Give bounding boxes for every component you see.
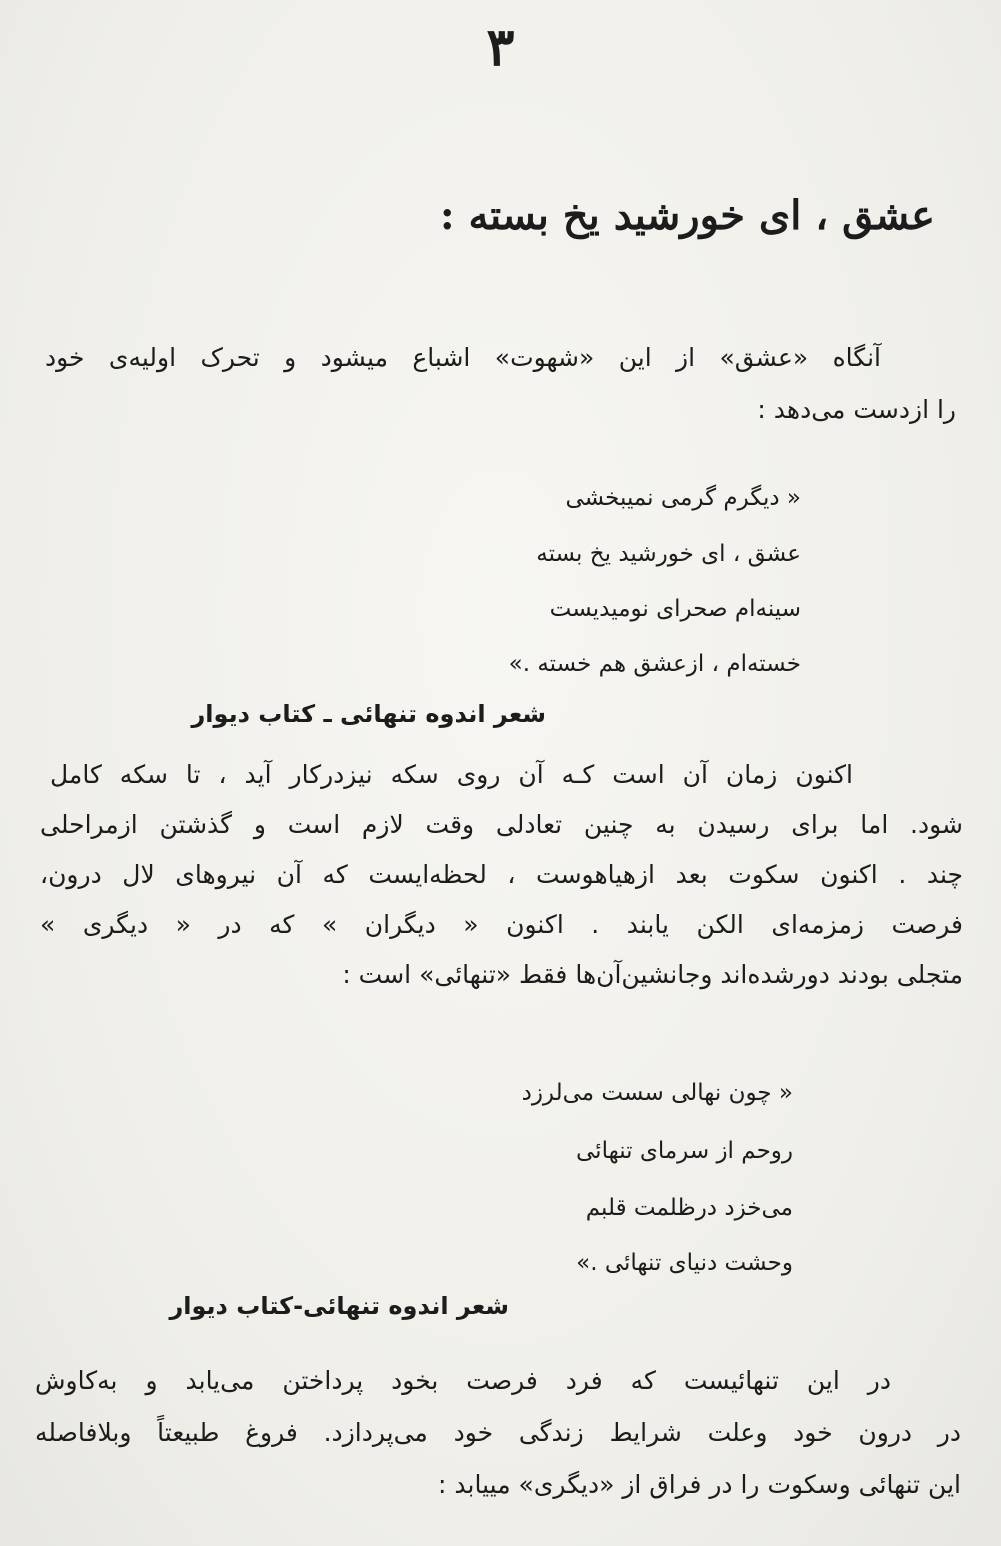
chapter-title: عشق ، ای خورشید یخ بسته :: [439, 192, 935, 239]
paragraph-body: [40, 762, 963, 1032]
paragraph-line: اکنون زمان آن است کـه آن روی سکه نیزدرکار آید ، تا سکه کامل: [50, 760, 853, 789]
poem-line: وحشت دنیای تنهائی .»: [576, 1250, 793, 1276]
poem-line: « چون نهالی سست می‌لرزد: [521, 1080, 793, 1106]
paragraph-line: فرصت زمزمه‌ای الکن یابند . اکنون « دیگران » که در « دیگری »: [40, 910, 963, 939]
poem-line: خسته‌ام ، ازعشق هم خسته .»: [508, 651, 801, 677]
poem-line: سینه‌ام صحرای نومیدیست: [549, 596, 801, 622]
poem-line: عشق ، ای خورشید یخ بسته: [536, 541, 801, 567]
paragraph-line: چند . اکنون سکوت بعد ازهیاهوست ، لحظه‌ایست که آن نیروهای لال درون،: [40, 860, 963, 889]
paragraph-line: آنگاه «عشق» از این «شهوت» اشباع میشود و تحرک اولیه‌ی خود: [45, 343, 881, 372]
poem-line: « دیگرم گرمی نمیبخشی: [565, 485, 801, 511]
paragraph-line: این تنهائی وسکوت را در فراق از «دیگری» مییابد :: [438, 1470, 961, 1499]
poem-citation: شعر اندوه تنهائی-کتاب دیوار: [169, 1292, 509, 1320]
paragraph-line: را ازدست می‌دهد :: [757, 395, 956, 424]
poem-citation: شعر اندوه تنهائی ـ کتاب دیوار: [191, 700, 546, 728]
poem-line: روحم از سرمای تنهائی: [576, 1138, 793, 1164]
paragraph-intro: [45, 343, 956, 435]
paragraph-line: در درون خود وعلت شرایط زندگی خود می‌پردازد. فروغ طبیعتاً وبلافاصله: [35, 1418, 961, 1447]
paragraph-line: شود. اما برای رسیدن به چنین تعادلی وقت لازم است و گذشتن ازمراحلی: [40, 810, 963, 839]
paragraph-closing: [30, 1368, 961, 1538]
poem-stanza-1: [401, 485, 801, 705]
paragraph-line: در این تنهائیست که فرد فرصت بخود پرداختن می‌یابد و به‌کاوش: [35, 1366, 891, 1395]
poem-line: می‌خزد درظلمت قلبم: [585, 1195, 793, 1221]
paragraph-line: متجلی بودند دورشده‌اند وجانشین‌آن‌ها فقط «تنهائی» است :: [342, 960, 963, 989]
page-number: ۳: [486, 17, 515, 78]
poem-stanza-2: [393, 1080, 793, 1300]
